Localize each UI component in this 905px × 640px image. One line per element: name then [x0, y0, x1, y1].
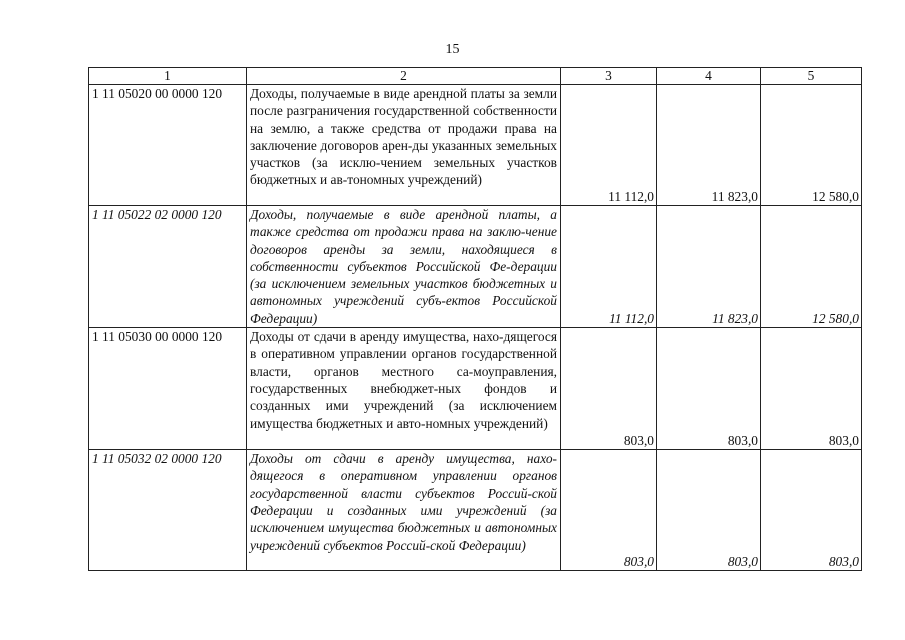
income-name: Доходы от сдачи в аренду имущества, нахо-дящегося в оперативном управлении органов государственной власти, органов местного са-моуправления, государственных внебюджет-ных фондов и созданных ими учреждений (за исключением имущества бюджетных и авто-номных учреждений)	[247, 328, 561, 450]
header-cell-2: 2	[247, 68, 561, 85]
table-header-row	[89, 68, 862, 85]
amount-col3: 803,0	[561, 328, 657, 450]
amount-col5: 803,0	[761, 328, 862, 450]
income-code: 1 11 05032 02 0000 120	[89, 450, 247, 571]
table-row	[89, 206, 862, 328]
table-row	[89, 450, 862, 571]
amount-col3: 803,0	[561, 450, 657, 571]
amount-col3: 11 112,0	[561, 206, 657, 328]
header-cell-5: 5	[761, 68, 862, 85]
income-code: 1 11 05020 00 0000 120	[89, 85, 247, 206]
amount-col5: 803,0	[761, 450, 862, 571]
income-name: Доходы от сдачи в аренду имущества, нахо-дящегося в оперативном управлении органов государственной власти субъектов Россий-ской Федерации и созданных ими учреждений (за исключением имущества бюджетных и автономных учреждений субъектов Россий-ской Федерации)	[247, 450, 561, 571]
header-cell-1: 1	[89, 68, 247, 85]
income-code: 1 11 05030 00 0000 120	[89, 328, 247, 450]
table-row	[89, 328, 862, 450]
amount-col5: 12 580,0	[761, 206, 862, 328]
amount-col5: 12 580,0	[761, 85, 862, 206]
income-name: Доходы, получаемые в виде арендной платы, а также средства от продажи права на заклю-чение договоров аренды за земли, находящиеся в собственности субъектов Российской Фе-дерации (за исключением земельных участков бюджетных и автономных учреждений субъ-ектов Российской Федерации)	[247, 206, 561, 328]
budget-table	[88, 67, 862, 571]
amount-col4: 803,0	[657, 450, 761, 571]
amount-col4: 11 823,0	[657, 85, 761, 206]
table-row	[89, 85, 862, 206]
header-cell-3: 3	[561, 68, 657, 85]
income-name: Доходы, получаемые в виде арендной платы за земли после разграничения государственной собственности на землю, а также средства от продажи права на заключение договоров арен-ды указанных земельных участков (за исклю-чением земельных участков бюджетных и ав-тономных учреждений)	[247, 85, 561, 206]
amount-col4: 803,0	[657, 328, 761, 450]
income-code: 1 11 05022 02 0000 120	[89, 206, 247, 328]
amount-col4: 11 823,0	[657, 206, 761, 328]
header-cell-4: 4	[657, 68, 761, 85]
amount-col3: 11 112,0	[561, 85, 657, 206]
page-number: 15	[445, 42, 460, 57]
